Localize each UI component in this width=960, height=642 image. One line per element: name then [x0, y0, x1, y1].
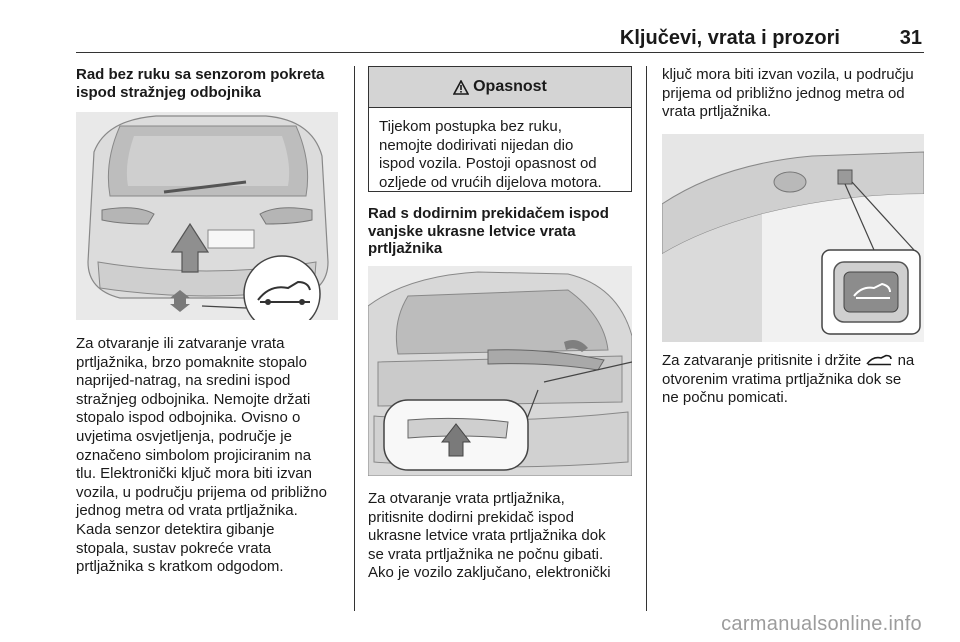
body-line: vrata prtljažnika. — [662, 103, 772, 121]
column-2-heading — [368, 205, 632, 258]
body-line: prtljažnika, brzo pomaknite stopalo — [76, 353, 307, 371]
tailgate-trim-illustration — [368, 266, 632, 476]
body-line: označeno simbolom projiciranim na — [76, 446, 312, 464]
body-line: jednog metra od vrata prtljažnika. — [76, 502, 298, 520]
body-line: tlu. Elektronički ključ mora biti izvan — [76, 465, 312, 483]
section-heading-touch-switch: Rad s dodirnim prekidačem ispod vanjske ukrasne letvice vrata prtljažnika — [368, 205, 609, 257]
body-line: otvorenim vratima prtljažnika dok se — [662, 370, 902, 388]
figure-touch-switch — [368, 266, 632, 476]
body-text: Za zatvaranje pritisnite i držite — [662, 352, 862, 369]
body-line: ključ mora biti izvan vozila, u području — [662, 66, 914, 83]
body-line: stopalo ispod odbojnika. Ovisno o — [76, 409, 301, 427]
warning-line: nemojte dodirivati nijedan dio — [379, 136, 574, 154]
warning-box — [368, 66, 632, 192]
open-tailgate-illustration — [662, 134, 924, 342]
warning-triangle-icon — [453, 80, 469, 95]
body-line: Ako je vozilo zaključano, elektronički — [368, 564, 611, 582]
body-line: Za otvaranje vrata prtljažnika, — [368, 490, 565, 507]
column-1-heading — [76, 66, 346, 101]
body-line: stopala, sustav pokreće vrata — [76, 539, 272, 557]
column-rule-right — [646, 66, 647, 611]
warning-text — [369, 108, 631, 192]
body-line: prtljažnika s kratkom odgodom. — [76, 558, 284, 576]
column-3-top — [662, 66, 932, 122]
warning-line: Tijekom postupka bez ruku, — [379, 118, 562, 135]
body-line: stražnjeg odbojnika. Nemojte držati — [76, 390, 311, 408]
body-line-with-icon — [662, 352, 932, 371]
body-line: uvjetima osvjetljenja, područje je — [76, 427, 292, 445]
watermark: carmanualsonline.info — [721, 613, 922, 635]
column-1-body — [76, 335, 352, 577]
figure-tailgate-close-button — [662, 134, 924, 342]
warning-line: ispod vozila. Postoji opasnost od — [379, 155, 597, 173]
warning-header — [369, 67, 631, 108]
page-number: 31 — [899, 27, 922, 49]
body-line: pritisnite dodirni prekidač ispod — [368, 508, 574, 526]
section-heading-hands-free: Rad bez ruku sa senzorom pokreta ispod stražnjeg odbojnika — [76, 66, 325, 101]
warning-title: Opasnost — [473, 78, 547, 95]
body-line: naprijed-natrag, na sredini ispod — [76, 372, 291, 390]
body-line: se vrata prtljažnika ne počnu gibati. — [368, 545, 604, 563]
column-3-bottom — [662, 352, 932, 408]
body-line: vozila, u području prijema od približno — [76, 483, 327, 501]
body-line: Za otvaranje ili zatvaranje vrata — [76, 335, 285, 352]
warning-line: ozljede od vrućih dijelova motora. — [379, 173, 602, 191]
figure-rear-bumper-sensor — [76, 112, 338, 320]
body-line: Kada senzor detektira gibanje — [76, 520, 275, 538]
tailgate-close-icon — [865, 354, 893, 367]
column-rule-left — [354, 66, 355, 611]
body-line: ne počnu pomicati. — [662, 389, 788, 407]
body-line: ukrasne letvice vrata prtljažnika dok — [368, 527, 606, 545]
chapter-title: Ključevi, vrata i prozori — [619, 27, 840, 49]
body-line: prijema od približno jednog metra od — [662, 84, 905, 102]
car-rear-illustration — [76, 112, 338, 320]
body-text: na — [897, 352, 915, 369]
header-rule — [76, 52, 924, 53]
column-2-body — [368, 490, 638, 583]
